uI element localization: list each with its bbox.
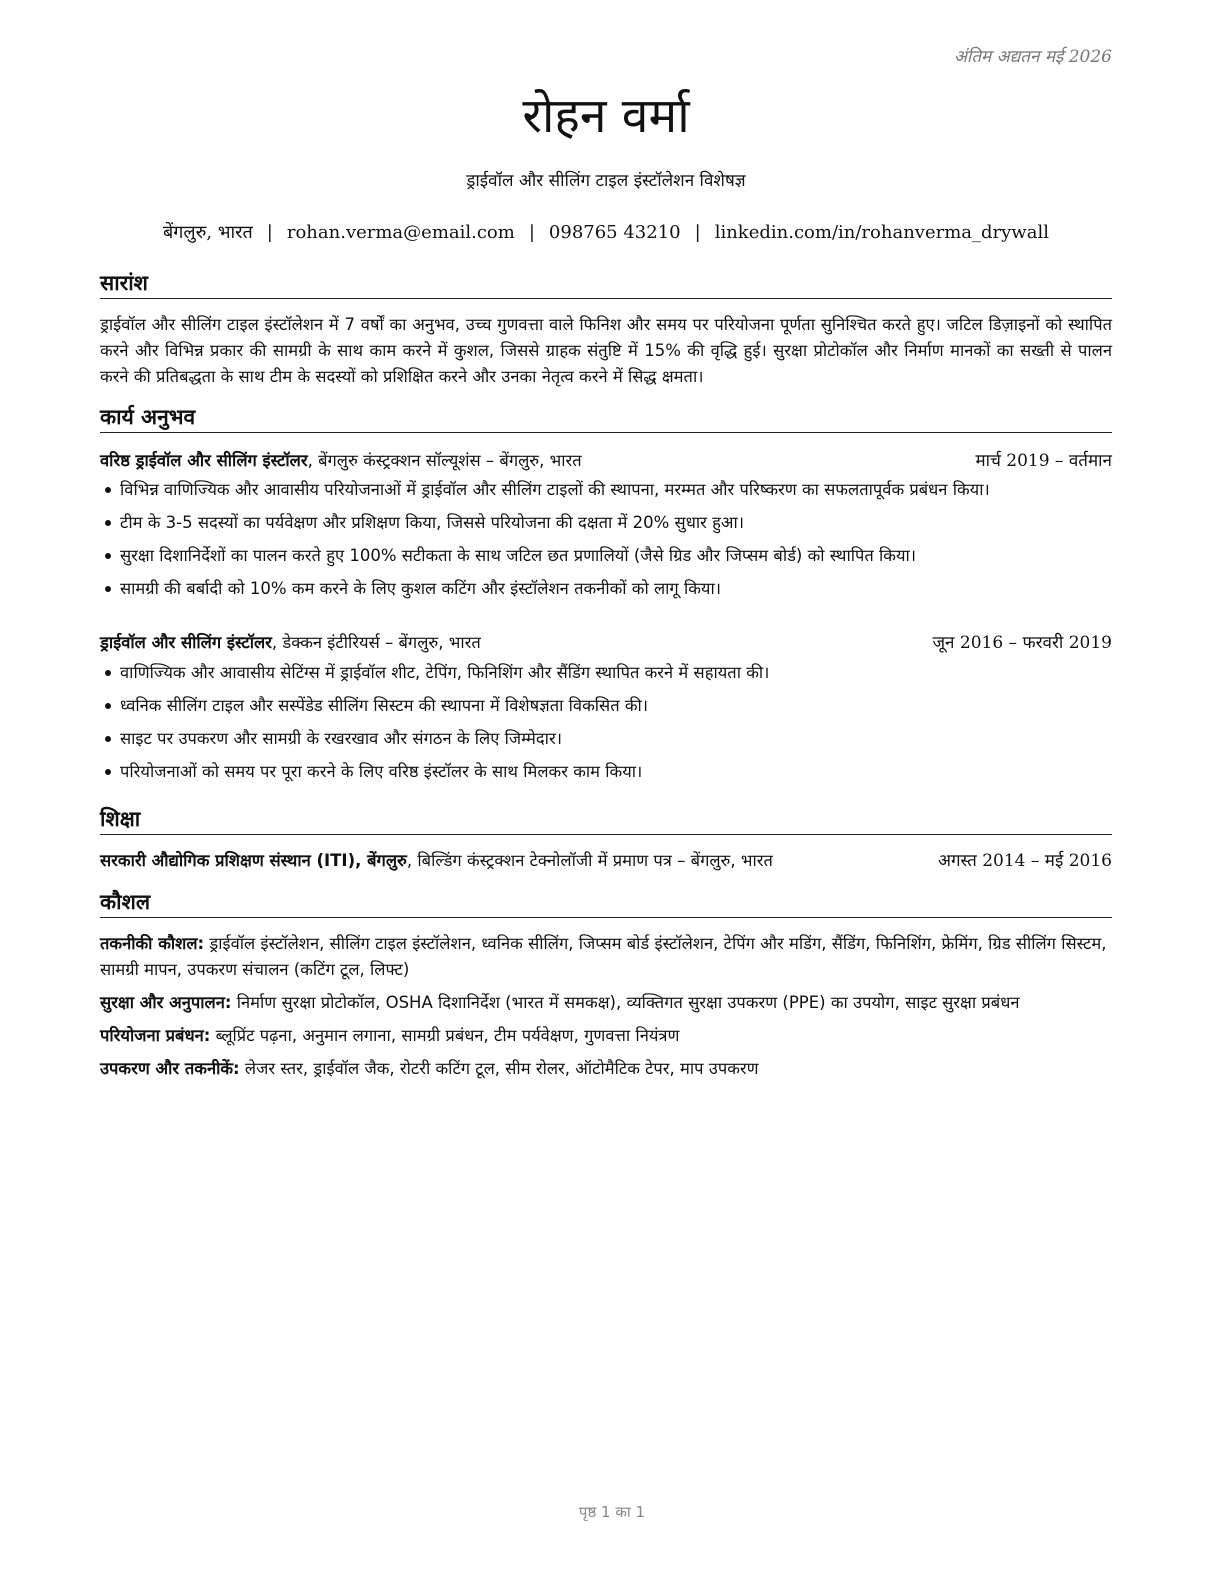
contact-separator: |: [694, 222, 701, 243]
contact-line: [100, 220, 1112, 244]
skill-line: [100, 1023, 1112, 1049]
section-title-summary: सारांश: [100, 270, 1112, 299]
job-bullet: सामग्री की बर्बादी को 10% कम करने के लिए कुशल कटिंग और इंस्टॉलेशन तकनीकों को लागू किया।: [100, 572, 1112, 605]
skill-text: निर्माण सुरक्षा प्रोटोकॉल, OSHA दिशानिर्देश (भारत में समकक्ष), व्यक्तिगत सुरक्षा उपकरण (PPE) का उपयोग, साइट सुरक्षा प्रबंधन: [231, 993, 1020, 1012]
section-title-skills: कौशल: [100, 889, 1112, 918]
job-header: [100, 450, 1112, 472]
job-bullet-list: [100, 473, 1112, 605]
job-organization: , बेंगलुरु कंस्ट्रक्शन सॉल्यूशंस – बेंगलुरु, भारत: [307, 451, 582, 470]
contact-email[interactable]: rohan.verma@email.com: [286, 222, 515, 243]
section-title-experience: कार्य अनुभव: [100, 404, 1112, 433]
education-institution: सरकारी औद्योगिक प्रशिक्षण संस्थान (ITI), बेंगलुरु: [100, 851, 407, 870]
education-entry: [100, 850, 1112, 872]
contact-separator: |: [528, 222, 535, 243]
candidate-headline: ड्राईवॉल और सीलिंग टाइल इंस्टॉलेशन विशेषज्ञ: [466, 171, 746, 191]
contact-location: बेंगलुरु, भारत: [163, 222, 253, 243]
job-title: ड्राईवॉल और सीलिंग इंस्टॉलर: [100, 633, 272, 652]
page-number: पृष्ठ 1 का 1: [578, 1503, 646, 1521]
education-detail: , बिल्डिंग कंस्ट्रक्शन टेक्नोलॉजी में प्रमाण पत्र – बेंगलुरु, भारत: [406, 851, 773, 870]
contact-separator: |: [266, 222, 273, 243]
skill-line: [100, 931, 1112, 983]
skill-label: परियोजना प्रबंधन:: [100, 1026, 211, 1045]
job-bullet: टीम के 3-5 सदस्यों का पर्यवेक्षण और प्रशिक्षण किया, जिससे परियोजना की दक्षता में 20% सुधार हुआ।: [100, 506, 1112, 539]
job-bullet: सुरक्षा दिशानिर्देशों का पालन करते हुए 100% सटीकता के साथ जटिल छत प्रणालियों (जैसे ग्रिड और जिप्सम बोर्ड) को स्थापित किया।: [100, 539, 1112, 572]
job-bullet: विभिन्न वाणिज्यिक और आवासीय परियोजनाओं में ड्राईवॉल और सीलिंग टाइलों की स्थापना, मरम्मत और परिष्करण का सफलतापूर्वक प्रबंधन किया।: [100, 473, 1112, 506]
job-header: [100, 632, 1112, 654]
job-title: वरिष्ठ ड्राईवॉल और सीलिंग इंस्टॉलर: [100, 451, 308, 470]
education-dates: अगस्त 2014 – मई 2016: [937, 851, 1112, 871]
summary-paragraph: ड्राईवॉल और सीलिंग टाइल इंस्टॉलेशन में 7 वर्षों का अनुभव, उच्च गुणवत्ता वाले फिनिश और समय पर परियोजना पूर्णता सुनिश्चित करते हुए। जटिल डिज़ाइनों को स्थापित करने और विभिन्न प्रकार की सामग्री के साथ काम करने में कुशल, जिससे ग्राहक संतुष्टि में 15% की वृद्धि हुई। सुरक्षा प्रोटोकॉल और निर्माण मानकों का सख्ती से पालन करने की प्रतिबद्धता के साथ टीम के सदस्यों को प्रशिक्षित करने और उनका नेतृत्व करने में सिद्ध क्षमता।: [100, 315, 1112, 386]
last-updated-note: अंतिम अद्यतन मई 2026: [953, 47, 1112, 67]
job-organization: , डेक्कन इंटीरियर्स – बेंगलुरु, भारत: [271, 633, 481, 652]
candidate-name: रोहन वर्मा: [522, 88, 690, 144]
skill-label: तकनीकी कौशल:: [100, 934, 205, 953]
contact-linkedin[interactable]: linkedin.com/in/rohanverma_drywall: [714, 222, 1049, 243]
job-bullet-list: [100, 656, 1112, 788]
skill-label: सुरक्षा और अनुपालन:: [100, 993, 232, 1012]
section-title-education: शिक्षा: [100, 806, 1112, 835]
job-bullet: वाणिज्यिक और आवासीय सेटिंग्स में ड्राईवॉल शीट, टेपिंग, फिनिशिंग और सैंडिंग स्थापित करने में सहायता की।: [100, 656, 1112, 689]
skill-line: [100, 1056, 1112, 1082]
skill-text: लेजर स्तर, ड्राईवॉल जैक, रोटरी कटिंग टूल, सीम रोलर, ऑटोमैटिक टेपर, माप उपकरण: [239, 1059, 759, 1078]
skill-text: ड्राईवॉल इंस्टॉलेशन, सीलिंग टाइल इंस्टॉलेशन, ध्वनिक सीलिंग, जिप्सम बोर्ड इंस्टॉलेशन, टेपिंग और मडिंग, सैंडिंग, फिनिशिंग, फ्रेमिंग, ग्रिड सीलिंग सिस्टम, सामग्री मापन, उपकरण संचालन (कटिंग टूल, लिफ्ट): [100, 934, 1107, 979]
skill-label: उपकरण और तकनीकें:: [100, 1059, 240, 1078]
job-bullet: साइट पर उपकरण और सामग्री के रखरखाव और संगठन के लिए जिम्मेदार।: [100, 722, 1112, 755]
skill-text: ब्लूप्रिंट पढ़ना, अनुमान लगाना, सामग्री प्रबंधन, टीम पर्यवेक्षण, गुणवत्ता नियंत्रण: [210, 1026, 680, 1045]
job-dates: मार्च 2019 – वर्तमान: [975, 451, 1112, 471]
job-bullet: परियोजनाओं को समय पर पूरा करने के लिए वरिष्ठ इंस्टॉलर के साथ मिलकर काम किया।: [100, 755, 1112, 788]
contact-phone[interactable]: 098765 43210: [548, 222, 681, 243]
skill-line: [100, 990, 1112, 1016]
job-bullet: ध्वनिक सीलिंग टाइल और सस्पेंडेड सीलिंग सिस्टम की स्थापना में विशेषज्ञता विकसित की।: [100, 689, 1112, 722]
job-dates: जून 2016 – फरवरी 2019: [932, 633, 1112, 653]
